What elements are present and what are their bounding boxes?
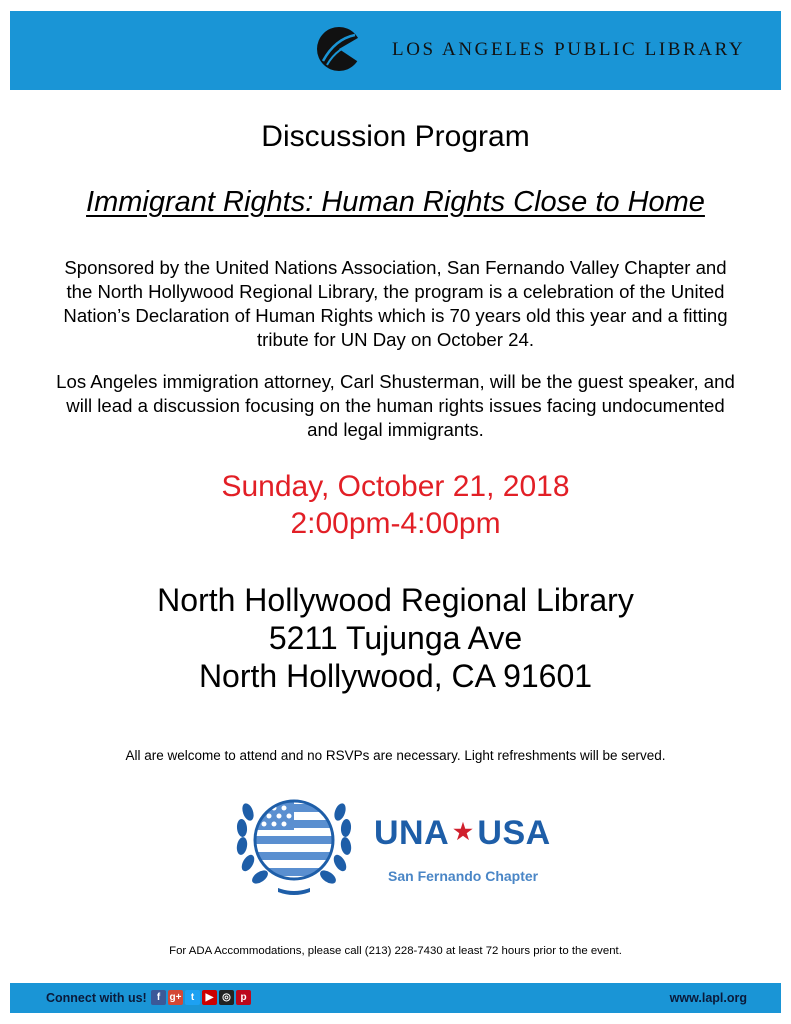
una-chapter-name: San Fernando Chapter bbox=[388, 868, 539, 884]
pinterest-icon[interactable]: p bbox=[236, 990, 251, 1005]
una-usa-wordmark bbox=[374, 814, 551, 853]
facebook-icon[interactable]: f bbox=[151, 990, 166, 1005]
footer-banner bbox=[10, 983, 781, 1013]
star-icon: ★ bbox=[453, 819, 474, 844]
event-date: Sunday, October 21, 2018 bbox=[221, 470, 570, 503]
usa-text: USA bbox=[477, 814, 551, 852]
library-name: LOS ANGELES PUBLIC LIBRARY bbox=[392, 39, 746, 60]
welcome-note: All are welcome to attend and no RSVPs are necessary. Light refreshments will be served. bbox=[125, 748, 666, 763]
twitter-icon[interactable]: t bbox=[185, 990, 200, 1005]
website-link[interactable]: www.lapl.org bbox=[669, 991, 747, 1005]
una-usa-logo bbox=[226, 790, 571, 900]
una-text: UNA bbox=[374, 814, 450, 852]
venue-name: North Hollywood Regional Library bbox=[157, 582, 634, 618]
youtube-icon[interactable]: ▶ bbox=[202, 990, 217, 1005]
connect-label: Connect with us! bbox=[46, 991, 147, 1005]
document-title: Immigrant Rights: Human Rights Close to Home bbox=[86, 186, 705, 218]
instagram-icon[interactable]: ◎ bbox=[219, 990, 234, 1005]
social-links bbox=[151, 990, 251, 1005]
venue-city: North Hollywood, CA 91601 bbox=[198, 658, 593, 694]
event-time: 2:00pm-4:00pm bbox=[290, 507, 501, 540]
ada-note: For ADA Accommodations, please call (213) 228-7430 at least 72 hours prior to the event. bbox=[169, 945, 622, 957]
venue-street: 5211 Tujunga Ave bbox=[268, 620, 523, 656]
header-banner bbox=[10, 11, 781, 90]
google-plus-icon[interactable]: g+ bbox=[169, 992, 182, 1003]
lapl-logo-icon bbox=[315, 25, 363, 73]
una-usa-emblem-icon bbox=[226, 790, 366, 900]
document-type-heading: Discussion Program bbox=[261, 120, 530, 153]
description-paragraph: Sponsored by the United Nations Association, San Fernando Valley Chapter and the North Hollywood Regional Library, the program is a celebration of the United Nation’s Declaration of Human Rights which is 70 years old this year and a fitting tribute for UN Day on October 24. bbox=[63, 257, 728, 350]
speaker-paragraph: Los Angeles immigration attorney, Carl Shusterman, will be the guest speaker, and will lead a discussion focusing on the human rights issues facing undocumented and legal immigrants. bbox=[56, 371, 735, 440]
